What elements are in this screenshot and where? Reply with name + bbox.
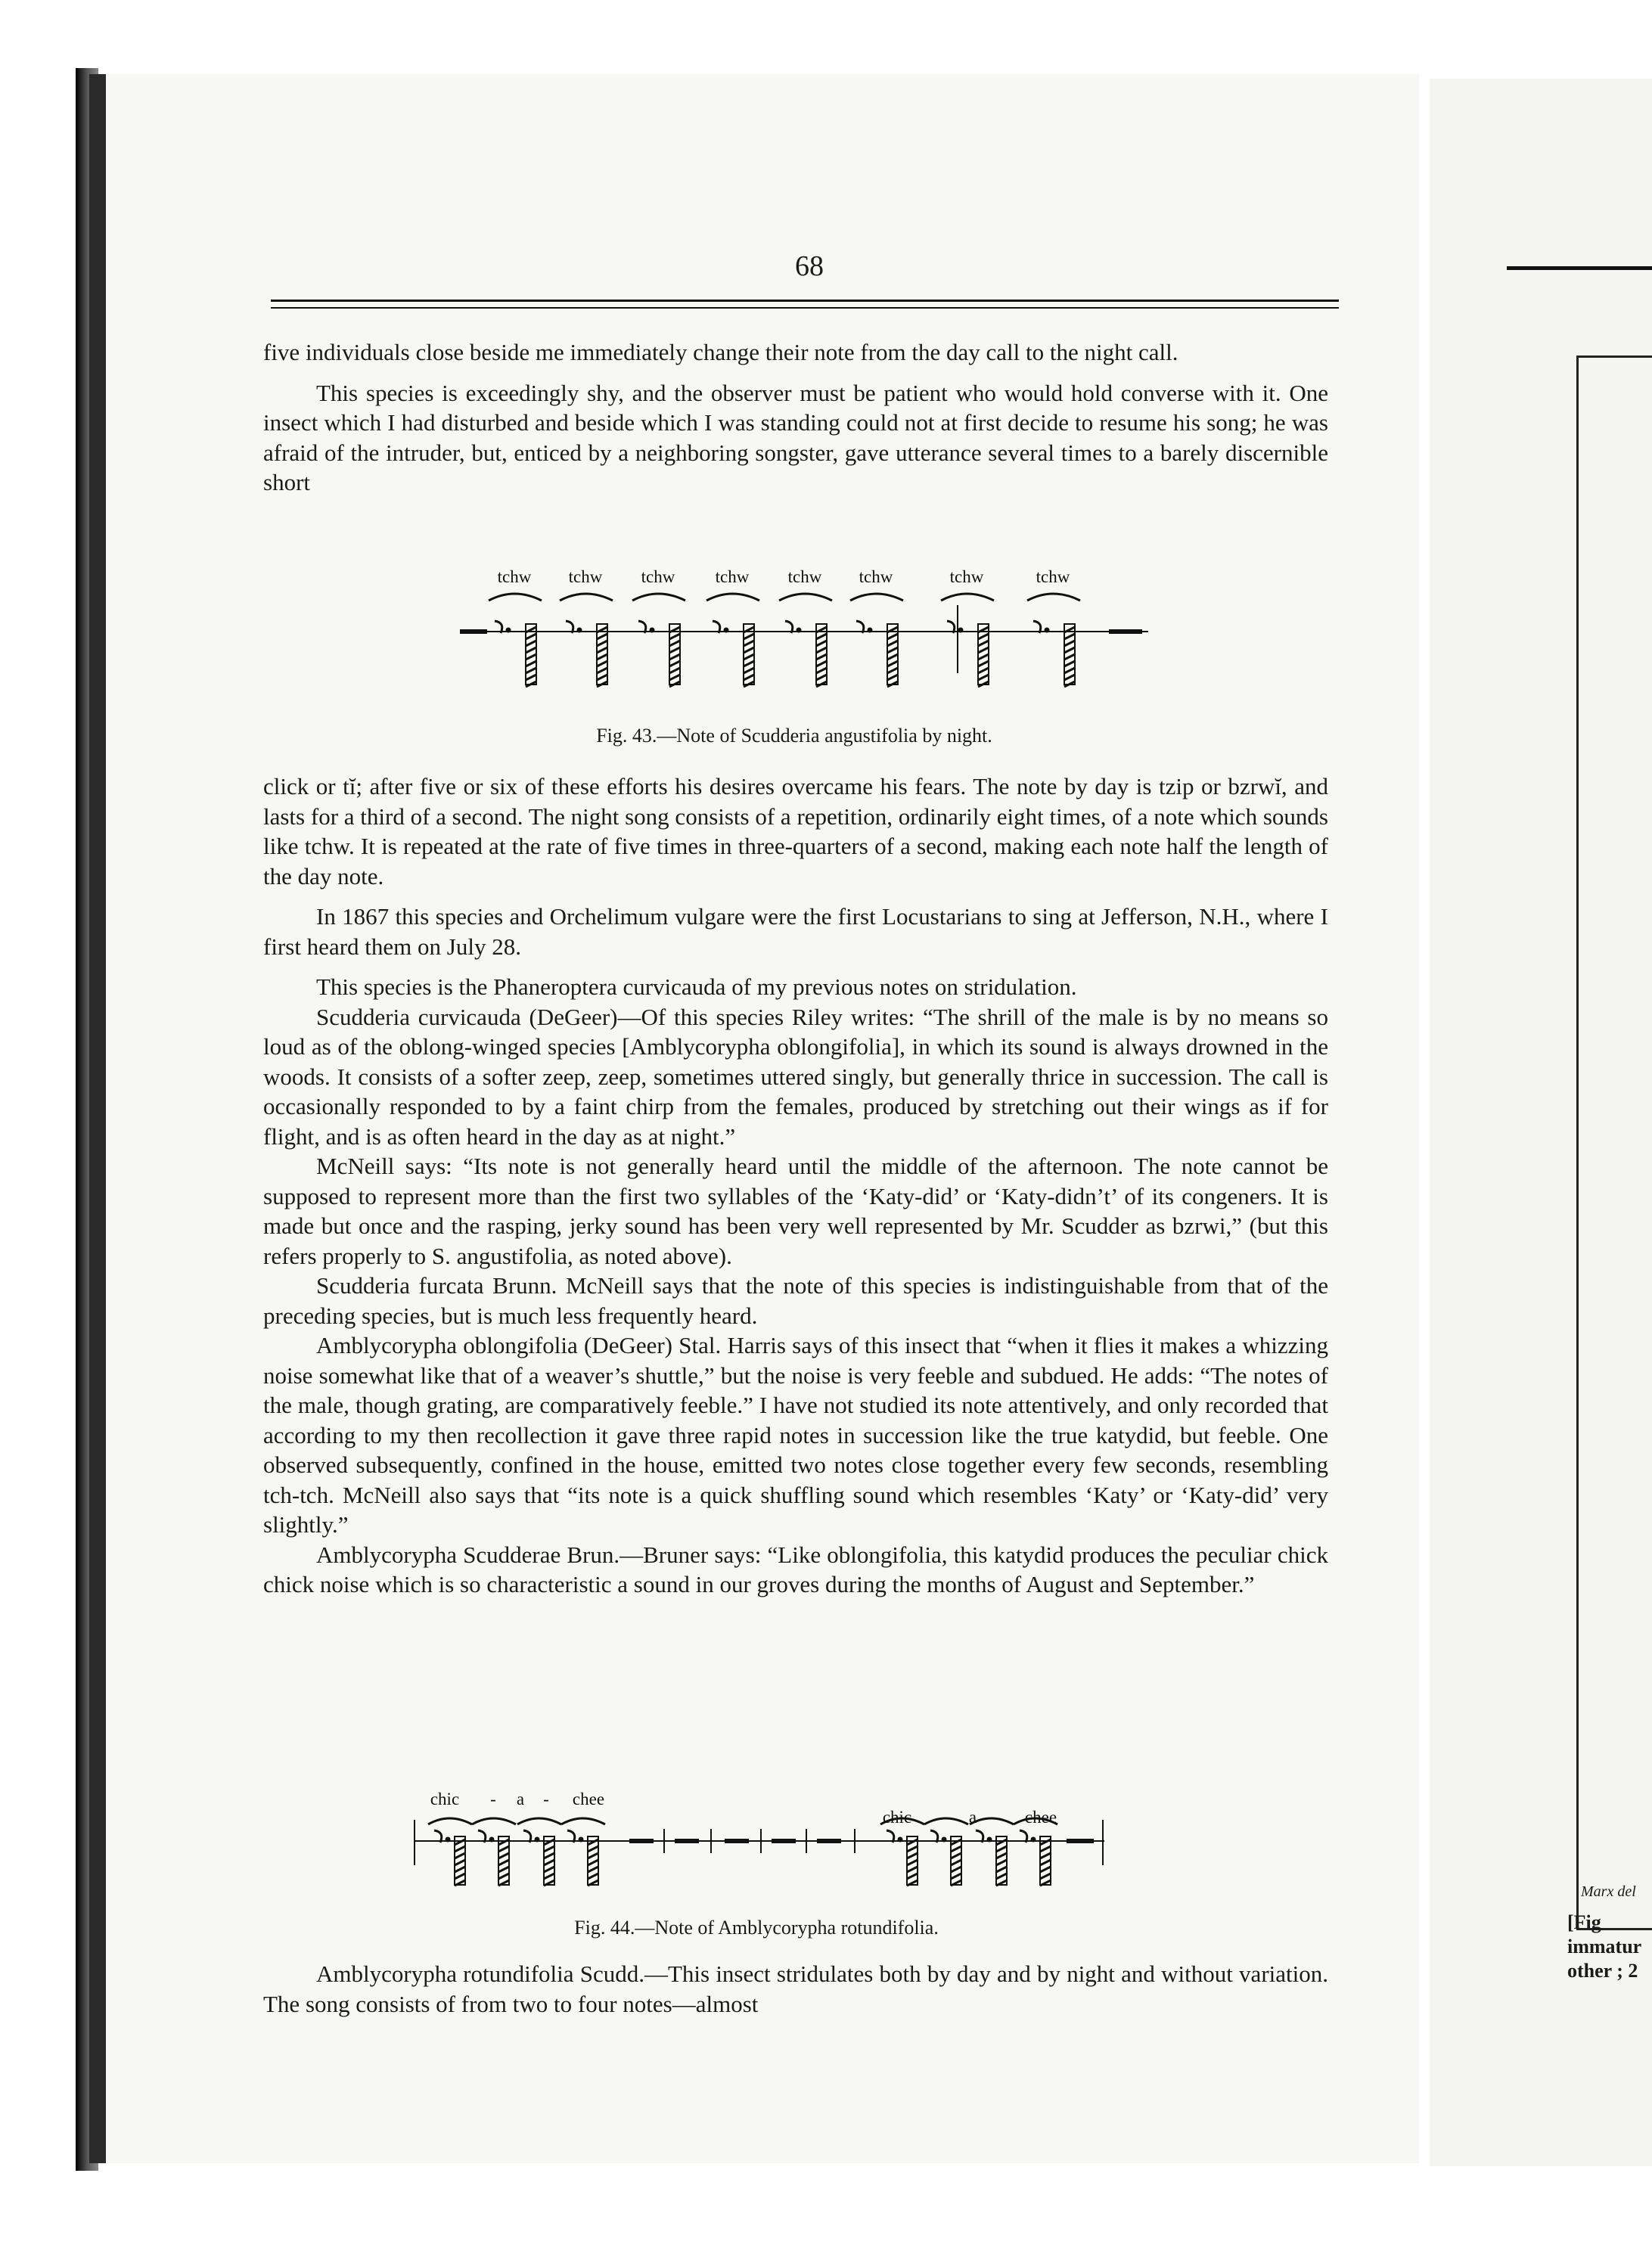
text-block-bottom [263,1959,1328,2019]
syllable-label: chic [882,1808,912,1827]
stem-hatch [907,1846,918,1852]
stem-hatch [816,654,827,660]
paragraph: Amblycorypha rotundifolia Scudd.—This insect stridulates both by day and by night and without variation. The song consists of from two to four notes—almost [263,1961,1328,2017]
stem-hatch [597,634,607,639]
stem-hatch [744,641,754,646]
paragraph: Amblycorypha oblongifolia (DeGeer) Stal. Harris says of this insect that “when it flies it makes a whizzing noise somewhat like that of a weaver’s shuttle,” but the noise is very feeble and subdued. He adds: “The notes of the male, though grating, are comparatively feeble.” I have not studied its note attentively, and only recorded that according to my then recollection it gave three rapid notes in succession like the true katydid, but feeble. One observed subsequently, confined in the house, emitted two notes close together every few seconds, resembling tch-tch. McNeill also says that “its note is a quick shuffling sound which resembles ‘Katy’ or ‘Katy-did’ very slightly.” [263,1332,1328,1538]
page-number: 68 [795,250,824,282]
stem-hatch [597,661,607,666]
stem-hatch [907,1874,918,1879]
stem-hatch [526,647,536,653]
stem-hatch [597,668,607,673]
stem-hatch [1064,647,1075,653]
syllable-label: tchw [715,567,750,586]
stem-hatch [887,634,898,639]
syllable-label: a [516,1790,525,1808]
syllable-label: - [995,1808,1001,1827]
stem-hatch [597,654,607,660]
stem-hatch [996,1853,1007,1858]
stem-hatch [588,1874,598,1879]
stem-hatch [887,668,898,673]
stem-hatch [544,1853,554,1858]
stem-hatch [526,634,536,639]
note-dot [1045,628,1050,633]
stem-hatch [455,1846,465,1852]
syllable-label: chic [430,1790,460,1808]
paragraph: In 1867 this species and Orchelimum vulgare were the first Locustarians to sing at Jefferson, N.H., where I first heard them on July 28. [263,903,1328,960]
stem-hatch [498,1846,509,1852]
note-dot [579,1837,584,1843]
stem-hatch [996,1874,1007,1879]
stem-hatch [907,1867,918,1872]
slur [632,594,685,601]
note-dot [796,628,802,633]
stem-hatch [816,647,827,653]
stem-hatch [744,661,754,666]
stem-hatch [498,1860,509,1865]
stem-hatch [1064,661,1075,666]
slur [560,594,613,601]
paragraph: Scudderia curvicauda (DeGeer)—Of this species Riley writes: “The shrill of the male is by no means so loud as of the oblong-winged species [Amblycorypha oblongifolia], in which its sound is always drowned in the woods. It consists of a softer zeep, zeep, sometimes uttered singly, but generally thrice in succession. The call is occasionally responded to by a faint chirp from the females, produced by stretching out their wings as if for flight, and is as often heard in the day as at night.” [263,1003,1328,1150]
stem-hatch [669,641,680,646]
slur [941,594,994,601]
stem-hatch [996,1860,1007,1865]
stem-hatch [597,675,607,680]
slur [428,1818,472,1824]
adjacent-page-plate-border [1576,355,1652,1930]
stem-hatch [978,675,989,680]
syllable-label: tchw [1036,567,1070,586]
stem-hatch [455,1853,465,1858]
note-dot [724,628,729,633]
stem-hatch [907,1860,918,1865]
note-dot [868,628,873,633]
figure-43-notation [452,560,1156,688]
syllable-label: tchw [859,567,893,586]
syllable-label: tchw [497,567,532,586]
stem-hatch [978,654,989,660]
note-dot [650,628,655,633]
stem-hatch [887,654,898,660]
paragraph: Amblycorypha Scudderae Brun.—Bruner says: “Like oblongifolia, this katydid produces the peculiar chick chick noise which is so characteristic a sound in our groves during the months of August and September.” [263,1541,1328,1597]
text-block-top [263,337,1328,498]
stem-hatch [951,1846,961,1852]
stem-hatch [455,1860,465,1865]
stem-hatch [744,634,754,639]
note-dot [898,1837,903,1843]
stem-hatch [588,1846,598,1852]
stem-hatch [526,654,536,660]
paragraph: five individuals close beside me immediately change their note from the day call to the night call. [263,339,1178,365]
paragraph: This species is the Phaneroptera curvicauda of my previous notes on stridulation. [316,973,1077,1000]
stem-hatch [669,661,680,666]
paragraph: McNeill says: “Its note is not generally heard until the middle of the afternoon. The note cannot be supposed to represent more than the first two syllables of the ‘Katy-did’ or ‘Katy-didn’t’ of its congeners. It is made but once and the rasping, jerky sound has been very well represented by Mr. Scudder as bzrwi,” (but this refers properly to S. angustifolia, as noted above). [263,1153,1328,1269]
slur [850,594,903,601]
stem-hatch [978,668,989,673]
syllable-label: tchw [568,567,603,586]
syllable-label: chee [572,1790,605,1808]
syllable-label: - [942,1808,949,1827]
stem-hatch [996,1846,1007,1852]
note-dot [489,1837,495,1843]
slur [472,1818,516,1824]
syllable-label: - [490,1790,496,1808]
stem-hatch [498,1853,509,1858]
stem-hatch [744,647,754,653]
slur [706,594,759,601]
paragraph: click or tĭ; after five or six of these efforts his desires overcame his fears. The note by day is tzip or bzrwĭ, and lasts for a third of a second. The night song consists of a repetition, ordinarily eight times, of a note which sounds like tchw. It is repeated at the rate of five times in three-quarters of a second, making each note half the length of the day note. [263,773,1328,889]
stem-hatch [669,654,680,660]
note-dot [506,628,511,633]
adjacent-page-rule [1507,266,1652,270]
stem-hatch [588,1853,598,1858]
stem-hatch [907,1853,918,1858]
syllable-label: tchw [641,567,675,586]
stem-hatch [951,1853,961,1858]
adjacent-page-caption-line: [Fig [1567,1911,1601,1933]
stem-hatch [526,661,536,666]
stem-hatch [544,1860,554,1865]
stem-hatch [951,1860,961,1865]
stem-hatch [1064,668,1075,673]
stem-hatch [498,1867,509,1872]
header-rule-bottom [271,307,1339,309]
stem-hatch [816,668,827,673]
stem-hatch [588,1860,598,1865]
adjacent-page-caption-line: other ; 2 [1567,1960,1638,1982]
slur [779,594,832,601]
stem-hatch [996,1867,1007,1872]
stem-hatch [498,1874,509,1879]
stem-hatch [526,668,536,673]
slur [561,1818,605,1824]
stem-hatch [816,641,827,646]
stem-hatch [951,1867,961,1872]
slur [517,1818,561,1824]
stem-hatch [1040,1874,1051,1879]
paragraph: This species is exceedingly shy, and the observer must be patient who would hold converse with it. One insect which I had disturbed and beside which I was standing could not at first decide to resume his song; he was afraid of the intruder, but, enticed by a neighboring songster, gave utterance several times to a barely discernible short [263,379,1328,495]
syllable-label: tchw [949,567,984,586]
stem-hatch [1064,654,1075,660]
note-dot [987,1837,992,1843]
adjacent-page-caption-line: immatur [1567,1936,1642,1957]
stem-hatch [978,641,989,646]
stem-hatch [544,1867,554,1872]
stem-hatch [1064,675,1075,680]
syllable-label: tchw [787,567,822,586]
paragraph: Scudderia furcata Brunn. McNeill says that the note of this species is indistinguishable from that of the preceding species, but is much less frequently heard. [263,1272,1328,1329]
stem-hatch [544,1846,554,1852]
stem-hatch [1040,1853,1051,1858]
stem-hatch [887,675,898,680]
stem-hatch [1064,634,1075,639]
stem-hatch [669,668,680,673]
stem-hatch [1040,1860,1051,1865]
slur [489,594,542,601]
stem-hatch [744,675,754,680]
note-dot [1031,1837,1036,1843]
figure-44-notation [408,1782,1119,1903]
syllable-label: chee [1024,1808,1057,1827]
stem-hatch [887,661,898,666]
stem-hatch [978,634,989,639]
stem-hatch [526,641,536,646]
stem-hatch [669,647,680,653]
slur [1027,594,1080,601]
note-dot [535,1837,540,1843]
stem-hatch [455,1867,465,1872]
stem-hatch [978,647,989,653]
stem-hatch [816,661,827,666]
stem-hatch [744,668,754,673]
text-block-middle [263,771,1328,1600]
note-dot [958,628,964,633]
stem-hatch [1040,1846,1051,1852]
adjacent-page-credit: Marx del [1581,1883,1636,1900]
stem-hatch [1040,1867,1051,1872]
note-dot [577,628,582,633]
stem-hatch [816,675,827,680]
stem-hatch [669,634,680,639]
stem-hatch [597,647,607,653]
header-rule-top [271,300,1339,302]
note-dot [942,1837,947,1843]
figure-44-caption: Fig. 44.—Note of Amblycorypha rotundifolia. [574,1917,939,1939]
stem-hatch [744,654,754,660]
stem-hatch [887,641,898,646]
stem-hatch [951,1874,961,1879]
stem-hatch [455,1874,465,1879]
figure-43-caption: Fig. 43.—Note of Scudderia angustifolia by night. [596,725,992,747]
stem-hatch [588,1867,598,1872]
stem-hatch [544,1874,554,1879]
stem-hatch [1064,641,1075,646]
syllable-label: - [543,1790,549,1808]
stem-hatch [597,641,607,646]
stem-hatch [816,634,827,639]
stem-hatch [978,661,989,666]
stem-hatch [887,647,898,653]
syllable-label: a [968,1808,977,1827]
stem-hatch [526,675,536,680]
note-dot [446,1837,451,1843]
stem-hatch [669,675,680,680]
